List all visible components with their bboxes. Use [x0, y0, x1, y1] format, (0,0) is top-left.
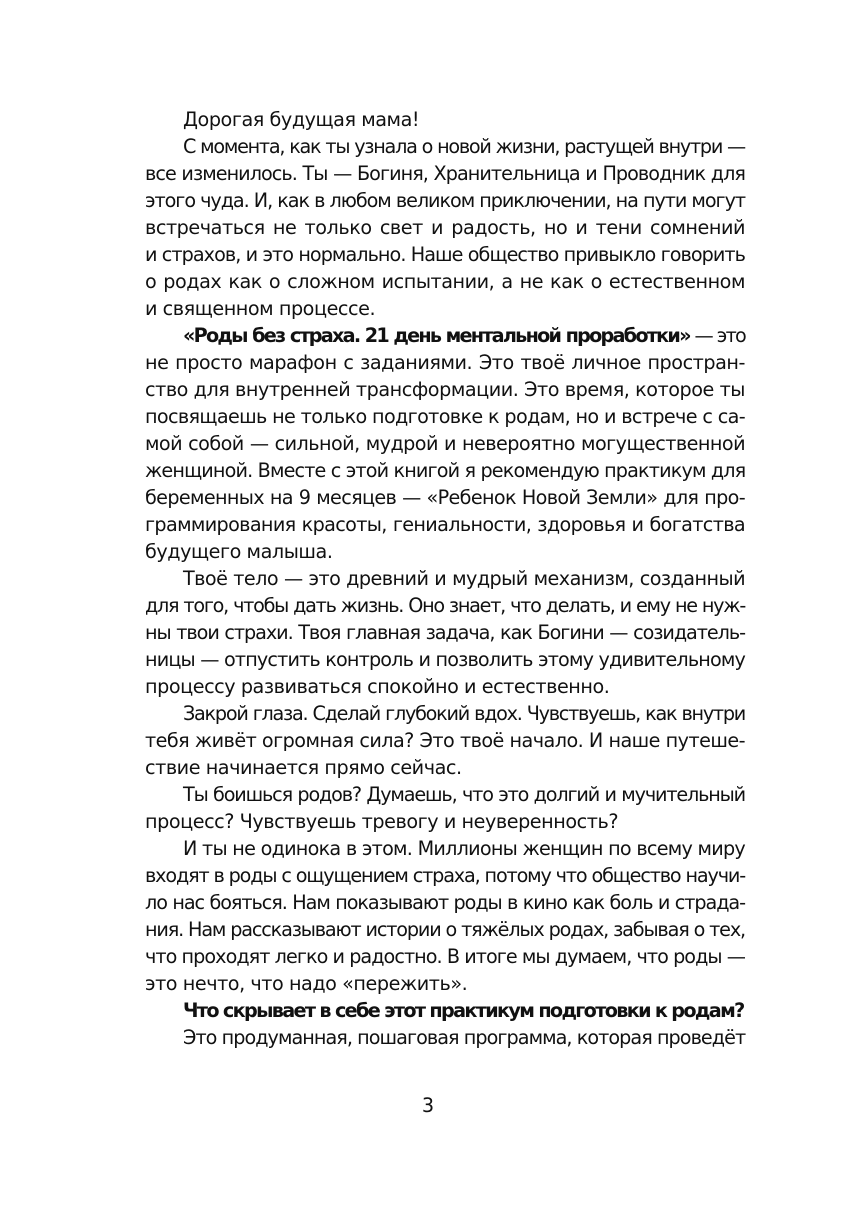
text-line: о родах как о сложном испытании, а не как о естественном: [145, 270, 745, 293]
text-line: Ты боишься родов? Думаешь, что это долгий и мучительный: [183, 783, 745, 806]
text-line: что проходят легко и радостно. В итоге мы думаем, что роды —: [145, 945, 745, 968]
text-line: Твоё тело — это древний и мудрый механизм, созданный: [183, 567, 745, 590]
text-line: входят в роды с ощущением страха, потому что общество научи-: [145, 864, 745, 887]
book-title-bold: «Роды без страха. 21 день ментальной проработки»: [183, 324, 690, 347]
text-line: С момента, как ты узнала о новой жизни, растущей внутри —: [183, 135, 745, 158]
text-line: это нечто, что надо «пережить».: [145, 972, 468, 995]
text-line: мой собой — сильной, мудрой и невероятно могущественной: [145, 432, 745, 455]
text-line: процесс? Чувствуешь тревогу и неуверенность?: [145, 810, 619, 833]
text-line: и священном процессе.: [145, 297, 376, 320]
text-line: ствие начинается прямо сейчас.: [145, 756, 462, 779]
text-fragment: — это: [689, 324, 745, 347]
text-line: Закрой глаза. Сделай глубокий вдох. Чувствуешь, как внутри: [183, 702, 745, 725]
text-line: Это продуманная, пошаговая программа, которая проведёт: [183, 1026, 746, 1049]
greeting: Дорогая будущая мама!: [183, 108, 420, 131]
text-line: все изменилось. Ты — Богиня, Хранительница и Проводник для: [145, 162, 745, 185]
text-line: посвящаешь не только подготовке к родам, но и встрече с са-: [145, 405, 745, 428]
text-line: для того, чтобы дать жизнь. Оно знает, что делать, и ему не нуж-: [145, 594, 745, 617]
text-line: ницы — отпустить контроль и позволить этому удивительному: [145, 648, 745, 671]
text-line: процессу развиваться спокойно и естественно.: [145, 675, 610, 698]
text-line: не просто марафон с заданиями. Это твоё личное простран-: [145, 351, 745, 374]
text-line: тебя живёт огромная сила? Это твоё начало. И наше путеше-: [145, 729, 745, 752]
text-line: этого чуда. И, как в любом великом приключении, на пути могут: [145, 189, 745, 212]
text-line: женщиной. Вместе с этой книгой я рекомендую практикум для: [145, 459, 746, 482]
text-line: беременных на 9 месяцев — «Ребенок Новой Земли» для про-: [145, 486, 745, 509]
text-line: ло нас бояться. Нам показывают роды в кино как боль и страда-: [145, 891, 745, 914]
text-line: ния. Нам рассказывают истории о тяжёлых родах, забывая о тех,: [145, 918, 745, 941]
text-line: ство для внутренней трансформации. Это время, которое ты: [145, 378, 745, 401]
text-line: И ты не одинока в этом. Миллионы женщин по всему миру: [183, 837, 745, 860]
heading-bold: Что скрывает в себе этот практикум подготовки к родам?: [183, 999, 744, 1022]
text-line: граммирования красоты, гениальности, здоровья и богатства: [145, 513, 745, 536]
text-line: и страхов, и это нормально. Наше общество привыкло говорить: [145, 243, 745, 266]
text-line: встречаться не только свет и радость, но и тени сомнений: [145, 216, 745, 239]
section-heading: [145, 997, 745, 1024]
page-number: 3: [421, 1094, 435, 1117]
text-line: будущего малыша.: [145, 540, 333, 563]
text-line: [145, 322, 745, 349]
text-line: ны твои страхи. Твоя главная задача, как Богини — созидатель-: [145, 621, 745, 644]
body-text: [145, 106, 745, 1051]
